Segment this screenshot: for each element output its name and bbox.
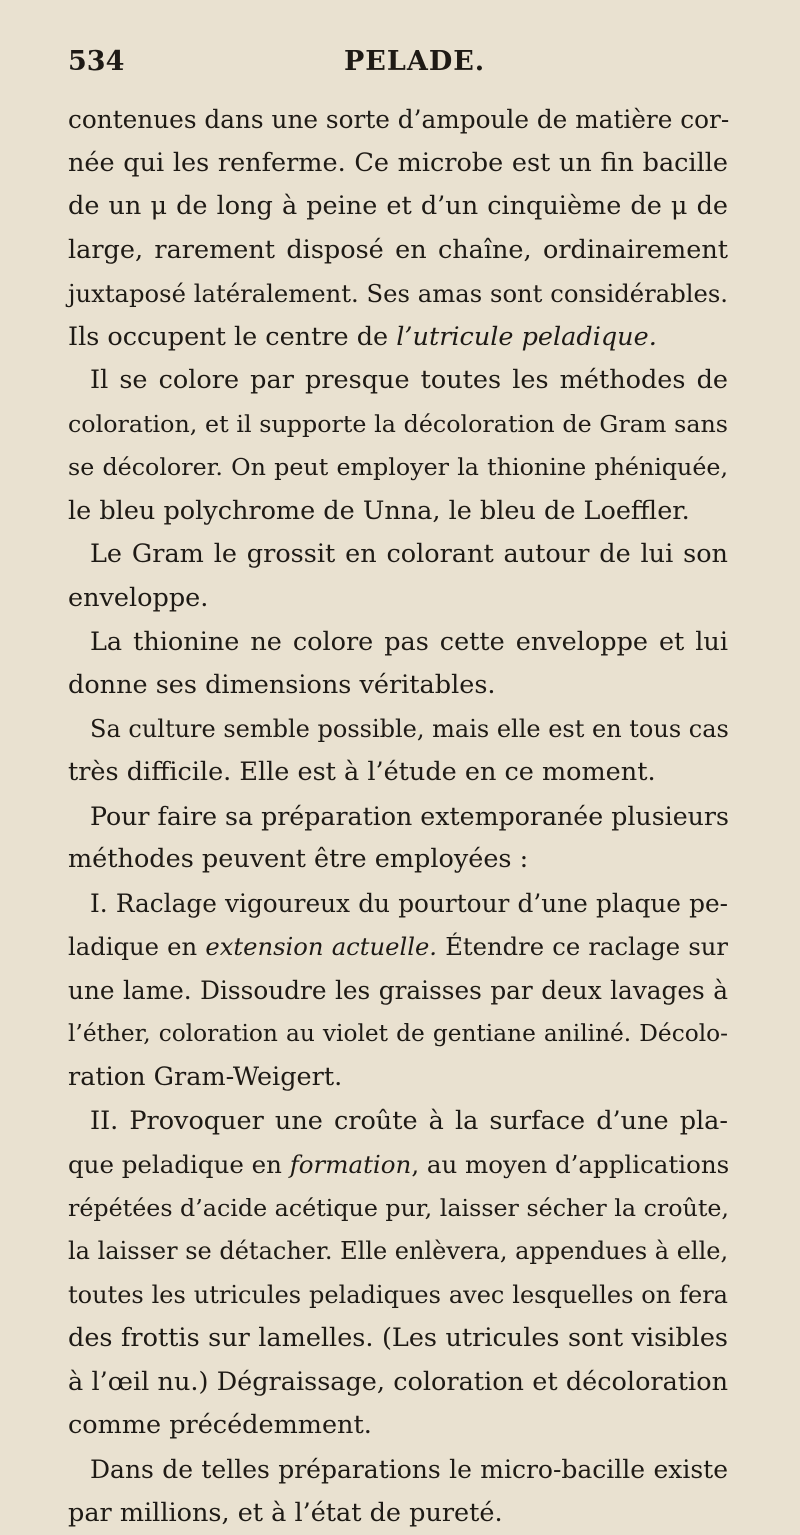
text-line xyxy=(68,577,728,621)
text-span: une lame. Dissoudre les graisses par deux lavages à xyxy=(68,976,728,1005)
text-span: Dans de telles préparations le micro-bacille existe xyxy=(90,1455,728,1484)
text-span: I. Raclage vigoureux du pourtour d’une plaque pe- xyxy=(90,889,728,918)
text-span: enveloppe. xyxy=(68,583,208,613)
text-line xyxy=(68,1317,728,1361)
text-line xyxy=(68,1448,728,1492)
text-span: La thionine ne colore pas cette enveloppe et lui xyxy=(90,627,728,657)
text-line xyxy=(68,1492,728,1535)
text-span: se décolorer. On peut employer la thionine phéniquée, xyxy=(68,453,728,481)
text-span: la laisser se détacher. Elle enlèvera, appendues à elle, xyxy=(68,1237,728,1265)
text-span: par millions, et à l’état de pureté. xyxy=(68,1498,503,1528)
italic-text: formation xyxy=(290,1150,412,1179)
text-span: ration Gram-Weigert. xyxy=(68,1062,342,1092)
text-line xyxy=(68,969,728,1013)
text-span: Il se colore par presque toutes les méthodes de xyxy=(90,365,728,395)
text-line xyxy=(68,272,728,316)
text-span: à l’œil nu.) Dégraissage, coloration et décoloration xyxy=(68,1367,728,1397)
text-span: le bleu polychrome de Unna, le bleu de Loeffler. xyxy=(68,496,690,526)
text-span: très difficile. Elle est à l’étude en ce moment. xyxy=(68,757,656,787)
text-span: juxtaposé latéralement. Ses amas sont considérables. xyxy=(68,279,728,308)
text-span: Sa culture semble possible, mais elle est en tous cas xyxy=(90,715,729,743)
text-line xyxy=(68,185,728,229)
text-span: Ils occupent le centre de xyxy=(68,322,396,352)
text-span: ladique en xyxy=(68,932,205,961)
text-line xyxy=(68,925,728,969)
text-span: toutes les utricules peladiques avec lesquelles on fera xyxy=(68,1281,728,1309)
text-line xyxy=(68,533,728,577)
text-span: de un μ de long à peine et d’un cinquième de μ de xyxy=(68,191,728,221)
text-span: coloration, et il supporte la décoloration de Gram sans xyxy=(68,410,728,438)
text-span: large, rarement disposé en chaîne, ordinairement xyxy=(68,235,728,265)
text-span: Le Gram le grossit en colorant autour de lui son xyxy=(90,539,728,569)
text-span: comme précédemment. xyxy=(68,1410,372,1440)
text-span: Étendre ce raclage sur xyxy=(437,932,728,961)
text-line xyxy=(68,229,728,273)
text-line xyxy=(68,664,728,708)
text-line xyxy=(68,1404,728,1448)
page-header xyxy=(68,46,728,86)
text-line xyxy=(68,708,728,752)
text-line xyxy=(68,751,728,795)
text-span: méthodes peuvent être employées : xyxy=(68,844,528,874)
text-line xyxy=(68,882,728,926)
text-line xyxy=(68,1187,728,1231)
text-span: , au moyen d’applications xyxy=(411,1150,729,1179)
body-text xyxy=(68,98,728,1535)
text-line xyxy=(68,1361,728,1405)
page-number: 534 xyxy=(68,46,124,77)
text-span: donne ses dimensions véritables. xyxy=(68,670,496,700)
text-line xyxy=(68,142,728,186)
text-line xyxy=(68,446,728,490)
text-line xyxy=(68,795,728,839)
text-line xyxy=(68,316,728,360)
text-span: des frottis sur lamelles. (Les utricules sont visibles xyxy=(68,1323,728,1353)
text-line xyxy=(68,1143,728,1187)
text-line xyxy=(68,359,728,403)
text-span: née qui les renferme. Ce microbe est un fin bacille xyxy=(68,148,728,178)
text-line xyxy=(68,490,728,534)
running-title: PELADE. xyxy=(344,46,485,77)
text-line xyxy=(68,1230,728,1274)
text-line xyxy=(68,1056,728,1100)
text-line xyxy=(68,1012,728,1056)
italic-text: extension actuelle. xyxy=(205,932,437,961)
text-span: l’éther, coloration au violet de gentiane aniliné. Décolo- xyxy=(68,1020,728,1047)
italic-text: l’utricule peladique. xyxy=(396,322,657,352)
text-line xyxy=(68,403,728,447)
text-line xyxy=(68,1100,728,1144)
text-line xyxy=(68,838,728,882)
text-span: répétées d’acide acétique pur, laisser sécher la croûte, xyxy=(68,1194,729,1222)
text-span: contenues dans une sorte d’ampoule de matière cor- xyxy=(68,105,729,134)
text-span: II. Provoquer une croûte à la surface d’une pla- xyxy=(90,1106,728,1136)
text-span: que peladique en xyxy=(68,1150,290,1179)
text-line xyxy=(68,621,728,665)
text-line xyxy=(68,1274,728,1318)
text-span: Pour faire sa préparation extemporanée plusieurs xyxy=(90,802,729,831)
text-line xyxy=(68,98,728,142)
